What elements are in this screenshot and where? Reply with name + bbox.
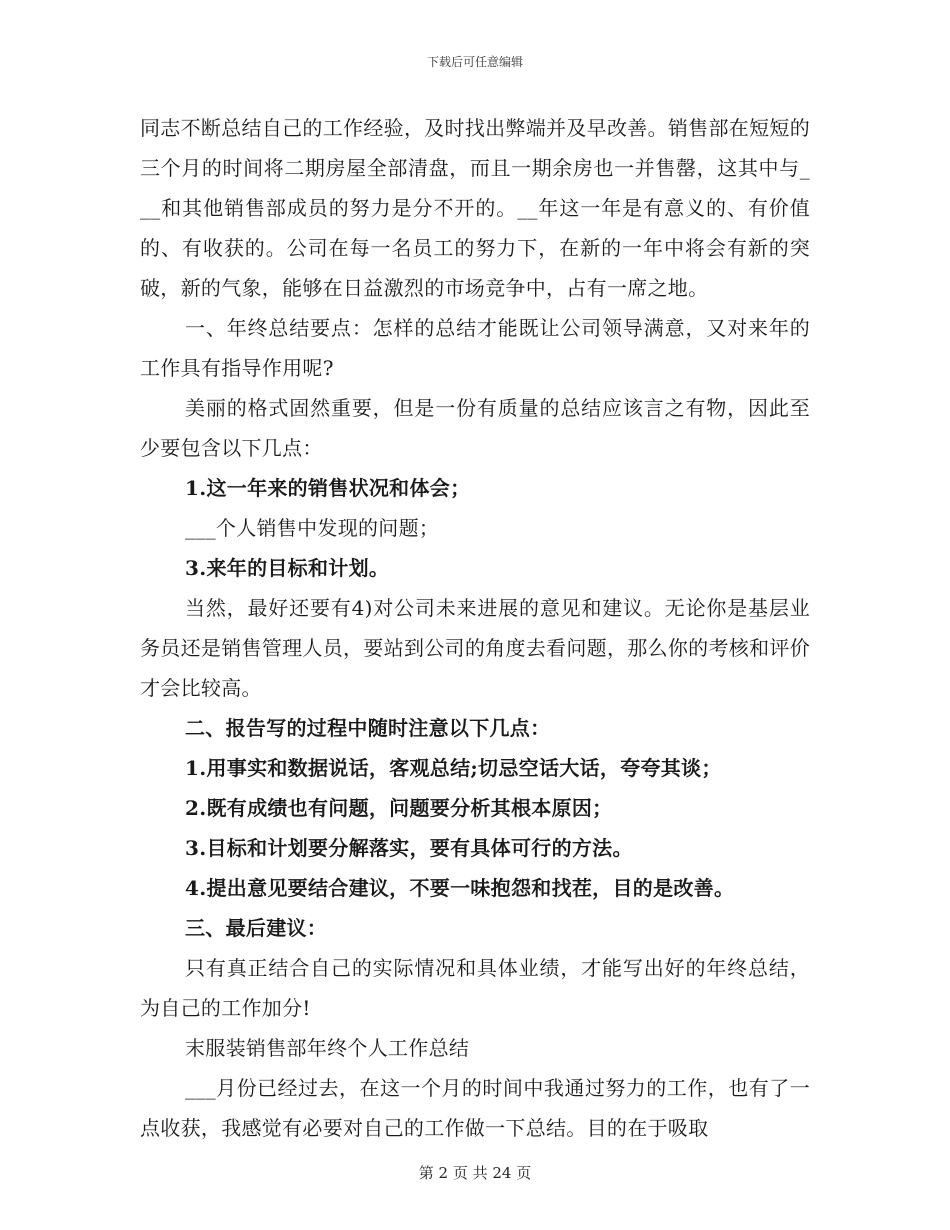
article-title: 末服装销售部年终个人工作总结	[185, 1036, 470, 1060]
paragraph: 只有真正结合自己的实际情况和具体业绩，才能写出好的年终总结，为自己的工作加分!	[140, 956, 810, 1020]
paragraph: 美丽的格式固然重要，但是一份有质量的总结应该言之有物，因此至少要包含以下几点：	[140, 396, 810, 460]
list-item: 2.既有成绩也有问题，问题要分析其根本原因；	[185, 796, 613, 820]
section-heading-1: 一、年终总结要点：怎样的总结才能既让公司领导满意，又对来年的工作具有指导作用呢?	[140, 316, 810, 380]
paragraph-intro: 同志不断总结自己的工作经验，及时找出弊端并及早改善。销售部在短短的三个月的时间将二期房屋全部清盘，而且一期余房也一并售罄，这其中与___和其他销售部成员的努力是分不开的。__年这一年是有意义的、有价值的、有收获的。公司在每一名员工的努力下，在新的一年中将会有新的突破，新的气象，能够在日益激烈的市场竞争中，占有一席之地。	[140, 116, 810, 300]
list-item: 1.用事实和数据说话，客观总结;切忌空话大话，夸夸其谈；	[185, 756, 722, 780]
list-item: 1.这一年来的销售状况和体会；	[185, 476, 471, 500]
paragraph: ___月份已经过去，在这一个月的时间中我通过努力的工作，也有了一点收获，我感觉有必要对自己的工作做一下总结。目的在于吸取	[140, 1076, 810, 1140]
list-item: ___个人销售中发现的问题；	[185, 516, 440, 540]
page-number: 第 2 页 共 24 页	[418, 1164, 532, 1182]
page-header: 下载后可任意编辑	[426, 55, 523, 69]
list-item: 3.目标和计划要分解落实，要有具体可行的方法。	[185, 836, 633, 860]
document-body	[140, 108, 810, 1148]
list-item: 3.来年的目标和计划。	[185, 556, 390, 580]
section-heading-2: 二、报告写的过程中随时注意以下几点：	[185, 716, 551, 740]
list-item: 4.提出意见要结合建议，不要一味抱怨和找茬，目的是改善。	[185, 876, 735, 900]
section-heading-3: 三、最后建议：	[185, 916, 328, 940]
paragraph: 当然，最好还要有4)对公司未来进展的意见和建议。无论你是基层业务员还是销售管理人员，要站到公司的角度去看问题，那么你的考核和评价才会比较高。	[140, 596, 810, 700]
